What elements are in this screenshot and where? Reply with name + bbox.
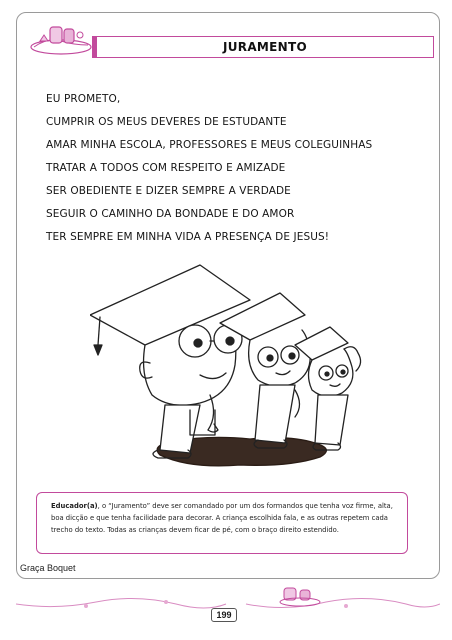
oath-line: CUMPRIR OS MEUS DEVERES DE ESTUDANTE — [46, 116, 287, 128]
oath-line: EU PROMETO, — [46, 93, 121, 105]
oath-line: AMAR MINHA ESCOLA, PROFESSORES E MEUS COLEGUINHAS — [46, 139, 373, 151]
note-text: , o “Juramento” deve ser comandado por um dos formandos que tenha voz firme, alta, boa dicção e que tenha facilidade para decorar. A criança escolhida fala, e as outras repetem cada trecho do texto. Todas as crianças devem ficar de pé, com o braço direito estendido. — [51, 502, 393, 534]
author-credit: Graça Boquet — [20, 563, 76, 573]
note-label: Educador(a) — [51, 502, 98, 510]
oath-line: TER SEMPRE EM MINHA VIDA A PRESENÇA DE JESUS! — [46, 231, 330, 243]
page-title: JURAMENTO — [222, 40, 307, 54]
oath-line: TRATAR A TODOS COM RESPEITO E AMIZADE — [46, 162, 286, 174]
school-logo-icon — [28, 23, 94, 57]
oath-line: SER OBEDIENTE E DIZER SEMPRE A VERDADE — [46, 185, 291, 197]
title-bar — [92, 36, 434, 58]
graduates-illustration — [90, 245, 370, 475]
page-number: 199 — [211, 608, 237, 622]
oath-line: SEGUIR O CAMINHO DA BONDADE E DO AMOR — [46, 208, 295, 220]
oath-list — [46, 88, 372, 249]
educator-note — [36, 492, 408, 554]
